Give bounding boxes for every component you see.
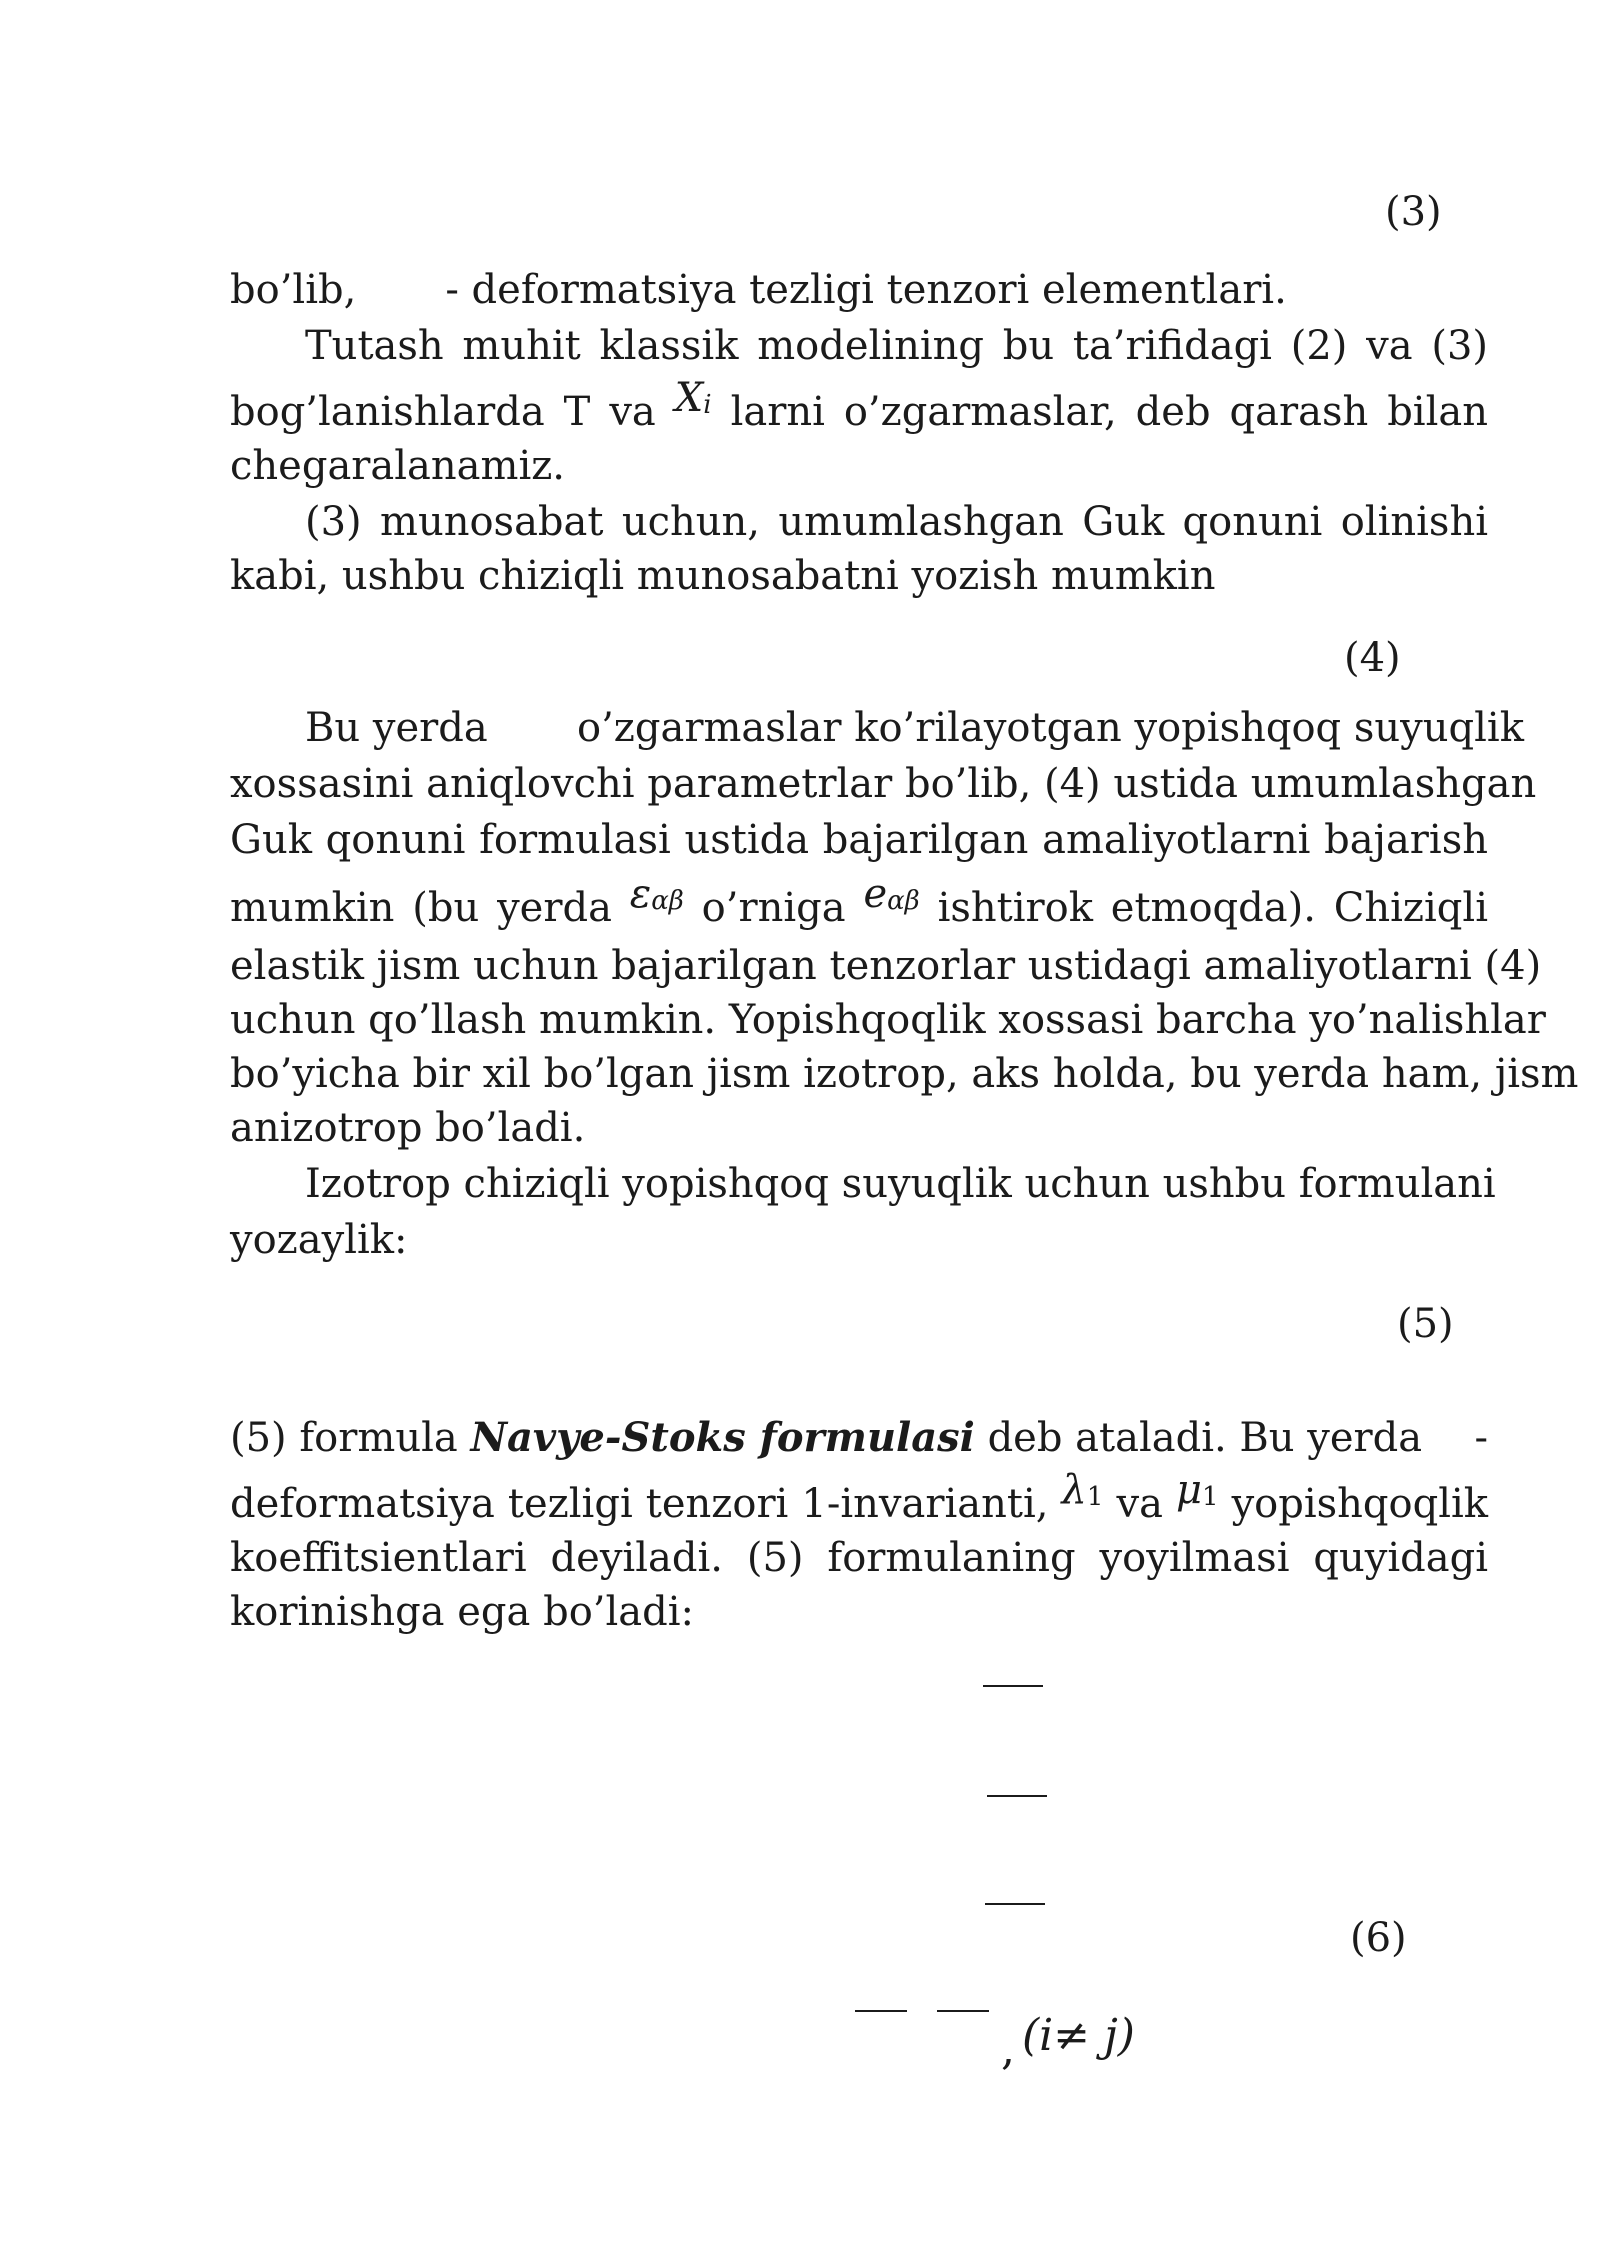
x-i-symbol: Xi <box>674 375 712 421</box>
equation-6-condition: (i≠ j) <box>1022 2010 1135 2061</box>
paragraph-4-text-c: mumkin (bu yerda <box>230 885 612 931</box>
paragraph-4-line-3: Guk qonuni formulasi ustida bajarilgan amaliyotlarni bajarish <box>230 817 1488 863</box>
paragraph-4-text-a: Bu yerda <box>305 705 488 751</box>
paragraph-6-text-d: yopishqoqlik <box>1231 1481 1489 1527</box>
paragraph-4-line-6: uchun qo’llash mumkin. Yopishqoqlik xossasi barcha yo’nalishlar <box>230 997 1546 1043</box>
paragraph-3-line-2: kabi, ushbu chiziqli munosabatni yozish mumkin <box>230 553 1216 599</box>
paragraph-6-text-c: deformatsiya tezligi tenzori 1-invarianti, <box>230 1481 1049 1527</box>
equation-number-6: (6) <box>1350 1915 1407 1961</box>
equation-number-5: (5) <box>1397 1301 1454 1347</box>
paragraph-6-line-1 <box>230 1410 1488 1466</box>
paragraph-1-line-1: bo’lib, - deformatsiya tezligi tenzori elementlari. <box>230 267 1287 313</box>
paragraph-2-text-a: bog’lanishlarda T va <box>230 389 656 435</box>
fraction-bar <box>983 1685 1043 1687</box>
equation-number-4: (4) <box>1344 635 1401 681</box>
paragraph-4-text-e: ishtirok etmoqda). Chiziqli <box>937 885 1488 931</box>
fraction-bar <box>985 1903 1045 1905</box>
fraction-bar <box>855 2010 907 2012</box>
paragraph-6-text-b: deb ataladi. Bu yerda <box>987 1415 1423 1461</box>
paragraph-3-line-1: (3) munosabat uchun, umumlashgan Guk qonuni olinishi <box>305 499 1488 545</box>
paragraph-6-line-3: koeffitsientlari deyiladi. (5) formulaning yoyilmasi quyidagi <box>230 1535 1488 1581</box>
paragraph-2-line-1: Tutash muhit klassik modelining bu ta’rifidagi (2) va (3) <box>305 323 1488 369</box>
navye-stoks-term: Navye-Stoks formulasi <box>470 1414 975 1461</box>
lambda-1-symbol: λ1 <box>1061 1467 1104 1513</box>
paragraph-5-line-1: Izotrop chiziqli yopishqoq suyuqlik uchun ushbu formulani <box>305 1161 1496 1207</box>
paragraph-2-line-3: chegaralanamiz. <box>230 443 566 489</box>
paragraph-4-line-8: anizotrop bo’ladi. <box>230 1105 586 1151</box>
epsilon-alpha-beta-symbol: εαβ <box>629 871 684 917</box>
equation-6-comma: , <box>1001 2024 1015 2075</box>
paragraph-4-line-7: bo’yicha bir xil bo’lgan jism izotrop, aks holda, bu yerda ham, jism <box>230 1051 1579 1097</box>
paragraph-4-text-d: o’rniga <box>701 885 846 931</box>
paragraph-6-text-a: (5) formula <box>230 1415 458 1461</box>
paragraph-6-dash: - <box>1474 1415 1488 1461</box>
paragraph-5-line-2: yozaylik: <box>230 1217 408 1263</box>
paragraph-4-text-b: o’zgarmaslar ko’rilayotgan yopishqoq suyuqlik <box>577 705 1524 751</box>
paragraph-2-text-b: larni o’zgarmaslar, deb qarash bilan <box>730 389 1489 435</box>
fraction-bar <box>937 2010 989 2012</box>
paragraph-4-line-2: xossasini aniqlovchi parametrlar bo’lib, (4) ustida umumlashgan <box>230 761 1537 807</box>
mu-1-symbol: μ1 <box>1175 1467 1219 1513</box>
paragraph-6-text-va: va <box>1116 1481 1163 1527</box>
e-alpha-beta-symbol: eαβ <box>863 871 920 917</box>
fraction-bar <box>987 1795 1047 1797</box>
paragraph-4-line-4 <box>230 871 1488 943</box>
paragraph-6-line-4: korinishga ega bo’ladi: <box>230 1589 695 1635</box>
paragraph-4-line-5: elastik jism uchun bajarilgan tenzorlar ustidagi amaliyotlarni (4) <box>230 943 1542 989</box>
equation-number-3: (3) <box>1385 189 1442 235</box>
paragraph-4-line-1 <box>305 700 1524 756</box>
